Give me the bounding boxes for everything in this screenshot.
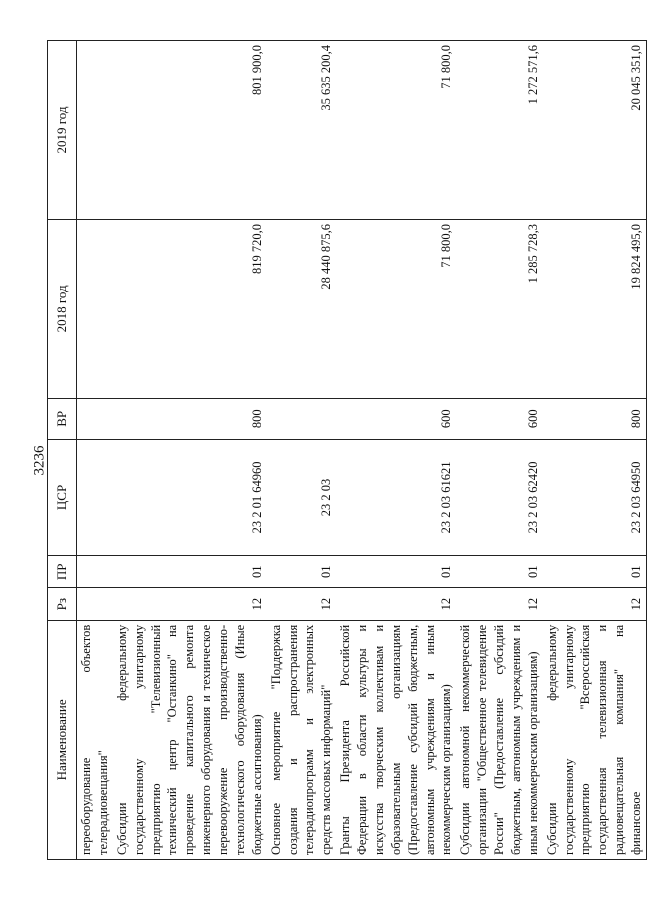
row-csr xyxy=(77,439,113,555)
row-csr: 23 2 03 64950 xyxy=(543,439,647,555)
header-2019: 2019 год xyxy=(48,41,77,220)
row-name: Субсидии автономной некоммерческой организации "Общественное телевидение России" (Предоставление субсидий бюджетным, автономным учреждениям и иным некоммерческим организациям) xyxy=(456,620,542,859)
row-name: переоборудование объектов телерадиовещания" xyxy=(77,620,113,859)
row-2018 xyxy=(77,219,113,398)
row-name: Субсидии федеральному государственному унитарному предприятию "Телевизионный технический центр "Останкино" на проведение капитального ремонта инженерного оборудования и техническое перевооружение производственно-технологического оборудования (Иные бюджетные ассигнования) xyxy=(113,620,267,859)
row-vr: 600 xyxy=(336,398,456,439)
row-name: Субсидии федеральному государственному унитарному предприятию "Всероссийская государственная телевизионная и радиовещательная компания" на финансовое xyxy=(543,620,647,859)
row-csr: 23 2 03 62420 xyxy=(456,439,542,555)
row-2018: 819 720,0 xyxy=(113,219,267,398)
row-rz: 12 xyxy=(267,588,337,620)
row-rz: 12 xyxy=(336,588,456,620)
row-2019: 71 800,0 xyxy=(336,41,456,220)
table-row xyxy=(336,41,456,860)
table-row xyxy=(267,41,337,860)
row-pr: 01 xyxy=(113,556,267,588)
row-pr xyxy=(77,556,113,588)
header-rz: Рз xyxy=(48,588,77,620)
row-csr: 23 2 01 64960 xyxy=(113,439,267,555)
row-csr: 23 2 03 61621 xyxy=(336,439,456,555)
row-rz xyxy=(77,588,113,620)
row-csr: 23 2 03 xyxy=(267,439,337,555)
table-row xyxy=(113,41,267,860)
row-2019: 801 900,0 xyxy=(113,41,267,220)
header-pr: ПР xyxy=(48,556,77,588)
row-vr: 800 xyxy=(113,398,267,439)
row-2018: 28 440 875,6 xyxy=(267,219,337,398)
row-2019: 35 635 200,4 xyxy=(267,41,337,220)
row-2018: 71 800,0 xyxy=(336,219,456,398)
row-2019: 20 045 351,0 xyxy=(543,41,647,220)
row-name: Гранты Президента Российской Федерации в области культуры и искусства творческим коллективам и образовательным организациям (Предоставление субсидий бюджетным, автономным учреждениям и иным некоммерческим организациям) xyxy=(336,620,456,859)
budget-table xyxy=(47,40,647,860)
header-vr: ВР xyxy=(48,398,77,439)
row-vr: 600 xyxy=(456,398,542,439)
row-vr xyxy=(267,398,337,439)
row-rz: 12 xyxy=(456,588,542,620)
row-pr: 01 xyxy=(267,556,337,588)
table-header-row xyxy=(48,41,77,860)
page-number: 3236 xyxy=(31,445,48,476)
row-pr: 01 xyxy=(336,556,456,588)
row-2019 xyxy=(77,41,113,220)
row-rz: 12 xyxy=(113,588,267,620)
header-csr: ЦСР xyxy=(48,439,77,555)
row-2019: 1 272 571,6 xyxy=(456,41,542,220)
row-2018: 19 824 495,0 xyxy=(543,219,647,398)
row-name: Основное мероприятие "Поддержка создания и распространения телерадиопрограмм и электронных средств массовых информаций" xyxy=(267,620,337,859)
row-vr xyxy=(77,398,113,439)
row-2018: 1 285 728,3 xyxy=(456,219,542,398)
row-pr: 01 xyxy=(543,556,647,588)
table-row xyxy=(543,41,647,860)
table-row xyxy=(456,41,542,860)
header-name: Наименование xyxy=(48,620,77,859)
row-pr: 01 xyxy=(456,556,542,588)
rotated-page-content xyxy=(47,40,643,860)
table-row xyxy=(77,41,113,860)
row-vr: 800 xyxy=(543,398,647,439)
row-rz: 12 xyxy=(543,588,647,620)
header-2018: 2018 год xyxy=(48,219,77,398)
